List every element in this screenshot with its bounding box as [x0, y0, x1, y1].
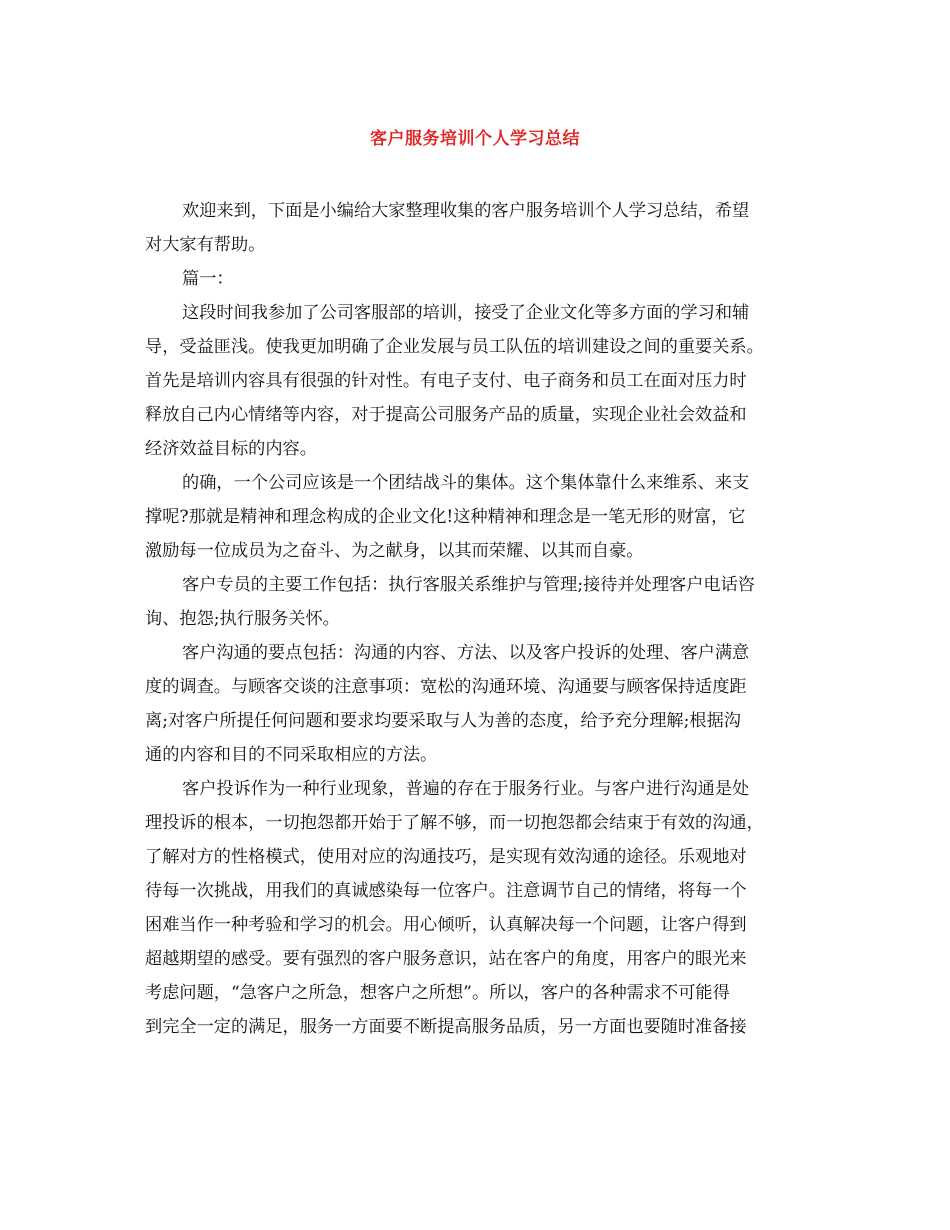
paragraph-line: 超越期望的感受。要有强烈的客户服务意识，站在客户的角度，用客户的眼光来: [145, 949, 747, 969]
document-body: [145, 194, 805, 1044]
paragraph-line: 导，受益匪浅。使我更加明确了企业发展与员工队伍的培训建设之间的重要关系。: [145, 337, 764, 357]
paragraph-line: 这段时间我参加了公司客服部的培训，接受了企业文化等多方面的学习和辅: [182, 303, 750, 323]
paragraph-line: 困难当作一种考验和学习的机会。用心倾听，认真解决每一个问题，让客户得到: [145, 915, 747, 935]
paragraph-line: 客户专员的主要工作包括：执行客服关系维护与管理;接待并处理客户电话咨: [182, 575, 755, 595]
paragraph-line: 首先是培训内容具有很强的针对性。有电子支付、电子商务和员工在面对压力时: [145, 371, 747, 391]
paragraph-line: 对大家有帮助。: [145, 235, 266, 255]
paragraph-line: 离;对客户所提任何问题和要求均要采取与人为善的态度，给予充分理解;根据沟: [145, 711, 741, 731]
paragraph-line: 到完全一定的满足，服务一方面要不断提高服务品质，另一方面也要随时准备接: [145, 1017, 747, 1037]
paragraph-line: 的确，一个公司应该是一个团结战斗的集体。这个集体靠什么来维系、来支: [182, 473, 750, 493]
paragraph-line: 询、抱怨;执行服务关怀。: [145, 609, 340, 629]
document-title: 客户服务培训个人学习总结: [370, 129, 580, 149]
paragraph-line: 通的内容和目的不同采取相应的方法。: [145, 745, 438, 765]
paragraph-line: 理投诉的根本，一切抱怨都开始于了解不够，而一切抱怨都会结束于有效的沟通，: [145, 813, 764, 833]
paragraph-line: 经济效益目标的内容。: [145, 439, 317, 459]
paragraph-line: 了解对方的性格模式，使用对应的沟通技巧，是实现有效沟通的途径。乐观地对: [145, 847, 747, 867]
paragraph-line: 撑呢?那就是精神和理念构成的企业文化!这种精神和理念是一笔无形的财富，它: [145, 507, 746, 527]
paragraph-line: 客户投诉作为一种行业现象，普遍的存在于服务行业。与客户进行沟通是处: [182, 779, 750, 799]
paragraph-line: 激励每一位成员为之奋斗、为之献身，以其而荣耀、以其而自豪。: [145, 541, 644, 561]
paragraph-line: 欢迎来到，下面是小编给大家整理收集的客户服务培训个人学习总结，希望: [182, 201, 750, 221]
paragraph-line: 待每一次挑战，用我们的真诚感染每一位客户。注意调节自己的情绪，将每一个: [145, 881, 747, 901]
paragraph-line: 度的调查。与顾客交谈的注意事项：宽松的沟通环境、沟通要与顾客保持适度距: [145, 677, 747, 697]
section-heading: 篇一：: [182, 269, 234, 289]
paragraph-line: 释放自己内心情绪等内容，对于提高公司服务产品的质量，实现企业社会效益和: [145, 405, 747, 425]
paragraph-line: 客户沟通的要点包括：沟通的内容、方法、以及客户投诉的处理、客户满意: [182, 643, 750, 663]
paragraph-line: 考虑问题，“急客户之所急，想客户之所想”。所以，客户的各种需求不可能得: [145, 983, 730, 1003]
